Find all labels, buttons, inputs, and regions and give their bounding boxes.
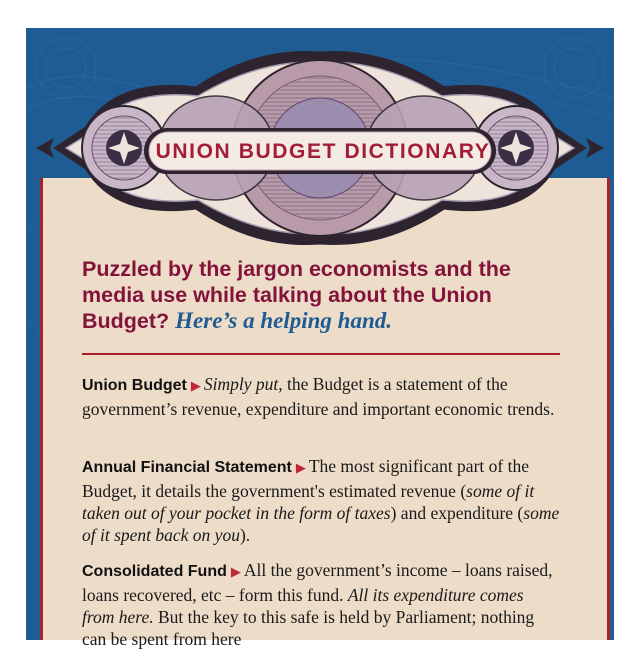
right-triangle-icon: ▶ (230, 565, 241, 580)
page-title: UNION BUDGET DICTIONARY (155, 140, 491, 163)
definition-entry (82, 455, 560, 546)
definition-text: Simply put, (203, 374, 283, 394)
definition-text: The most significant part of the Budget, it details the government's estimated revenue ( (82, 456, 529, 501)
term-label: Union Budget (82, 377, 187, 394)
intro-text (82, 256, 572, 334)
intro-helping-hand: Here’s a helping hand. (175, 308, 392, 333)
right-triangle-icon: ▶ (295, 461, 306, 476)
definition-text: the Budget is a statement of the government’s revenue, expenditure and important economic trends. (82, 374, 555, 419)
definition-entry (82, 373, 560, 420)
right-triangle-icon: ▶ (190, 379, 201, 394)
term-label: Consolidated Fund (82, 563, 227, 580)
definition-text: some of it taken out of your pocket in the form of taxes (82, 481, 535, 523)
definition-text: ) and expenditure ( (390, 503, 524, 523)
definition-text: All the government’s income – loans raised, loans recovered, etc – form this fund. (82, 560, 553, 605)
definition-entry (82, 559, 560, 650)
term-label: Annual Financial Statement (82, 459, 292, 476)
page-frame (26, 28, 614, 640)
divider (82, 353, 560, 355)
intro-question: Puzzled by the jargon economists and the media use while talking about the Union Budget? (82, 257, 511, 333)
definition-text: But the key to this safe is held by Parliament; nothing can be spent from here (82, 607, 535, 649)
definition-text: All its expenditure comes from here. (82, 585, 524, 627)
definition-text: ). (239, 525, 251, 545)
definition-text: some of it spent back on you (82, 503, 560, 545)
